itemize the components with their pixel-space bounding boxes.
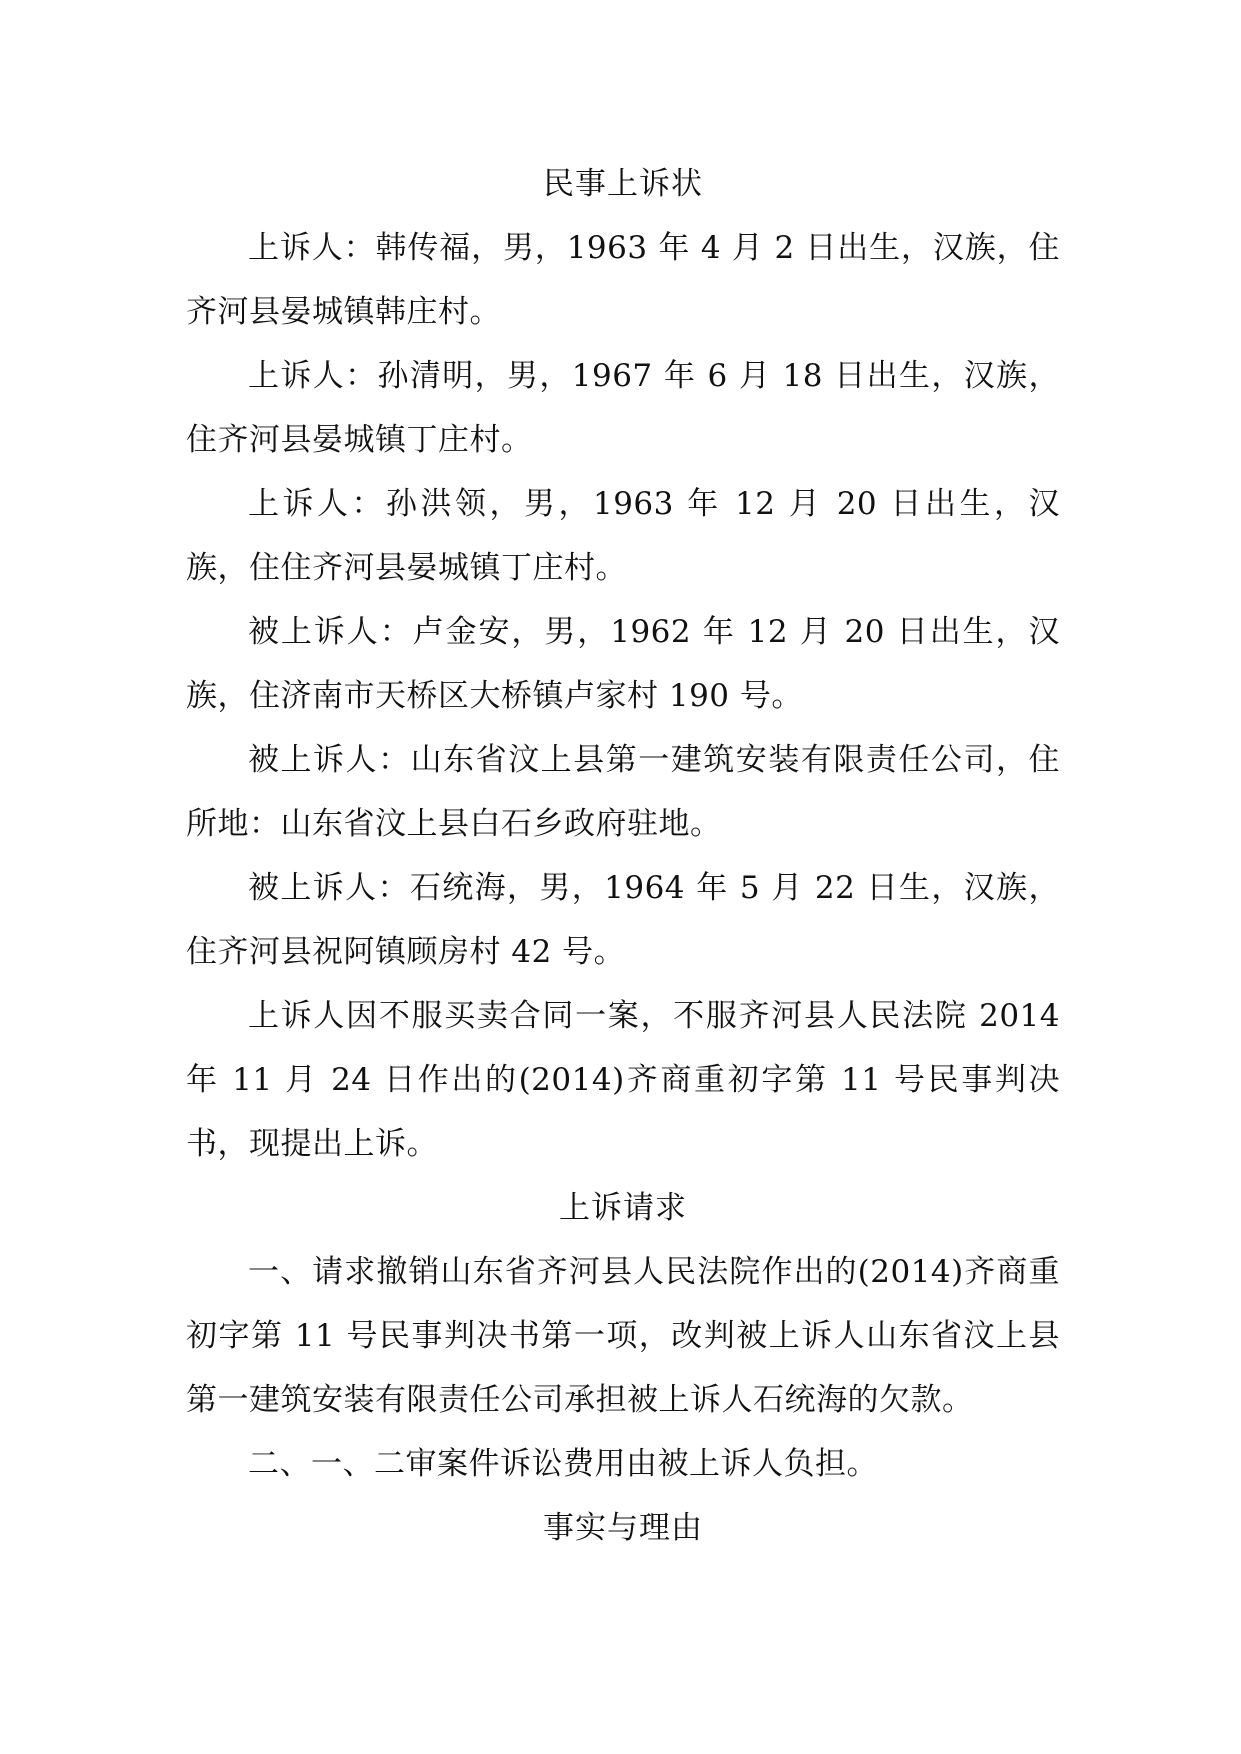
document-title: 民事上诉状 bbox=[543, 166, 703, 202]
section-heading-facts: 事实与理由 bbox=[543, 1510, 703, 1546]
appeal-intro: 上诉人因不服买卖合同一案，不服齐河县人民法院 2014 年 11 月 24 日作出的(2014)齐商重初字第 11 号民事判决书，现提出上诉。 bbox=[186, 998, 1060, 1162]
document-body bbox=[186, 152, 1060, 1560]
party-appellee-1: 被上诉人：卢金安，男，1962 年 12 月 20 日出生，汉族，住济南市天桥区大桥镇卢家村 190 号。 bbox=[186, 614, 1060, 714]
party-appellant-2: 上诉人：孙清明，男，1967 年 6 月 18 日出生，汉族，住齐河县晏城镇丁庄村。 bbox=[186, 358, 1060, 458]
section-heading-requests: 上诉请求 bbox=[559, 1190, 687, 1226]
request-item-2: 二、一、二审案件诉讼费用由被上诉人负担。 bbox=[248, 1446, 878, 1482]
party-appellee-2: 被上诉人：山东省汶上县第一建筑安装有限责任公司，住所地：山东省汶上县白石乡政府驻地。 bbox=[186, 742, 1060, 842]
request-item-1: 一、请求撤销山东省齐河县人民法院作出的(2014)齐商重初字第 11 号民事判决书第一项，改判被上诉人山东省汶上县第一建筑安装有限责任公司承担被上诉人石统海的欠款。 bbox=[186, 1254, 1060, 1418]
party-appellant-1: 上诉人：韩传福，男，1963 年 4 月 2 日出生，汉族，住齐河县晏城镇韩庄村。 bbox=[186, 230, 1060, 330]
party-appellee-3: 被上诉人：石统海，男，1964 年 5 月 22 日生，汉族，住齐河县祝阿镇顾房村 42 号。 bbox=[186, 870, 1060, 970]
party-appellant-3: 上诉人：孙洪领，男，1963 年 12 月 20 日出生，汉族，住住齐河县晏城镇丁庄村。 bbox=[186, 486, 1060, 586]
